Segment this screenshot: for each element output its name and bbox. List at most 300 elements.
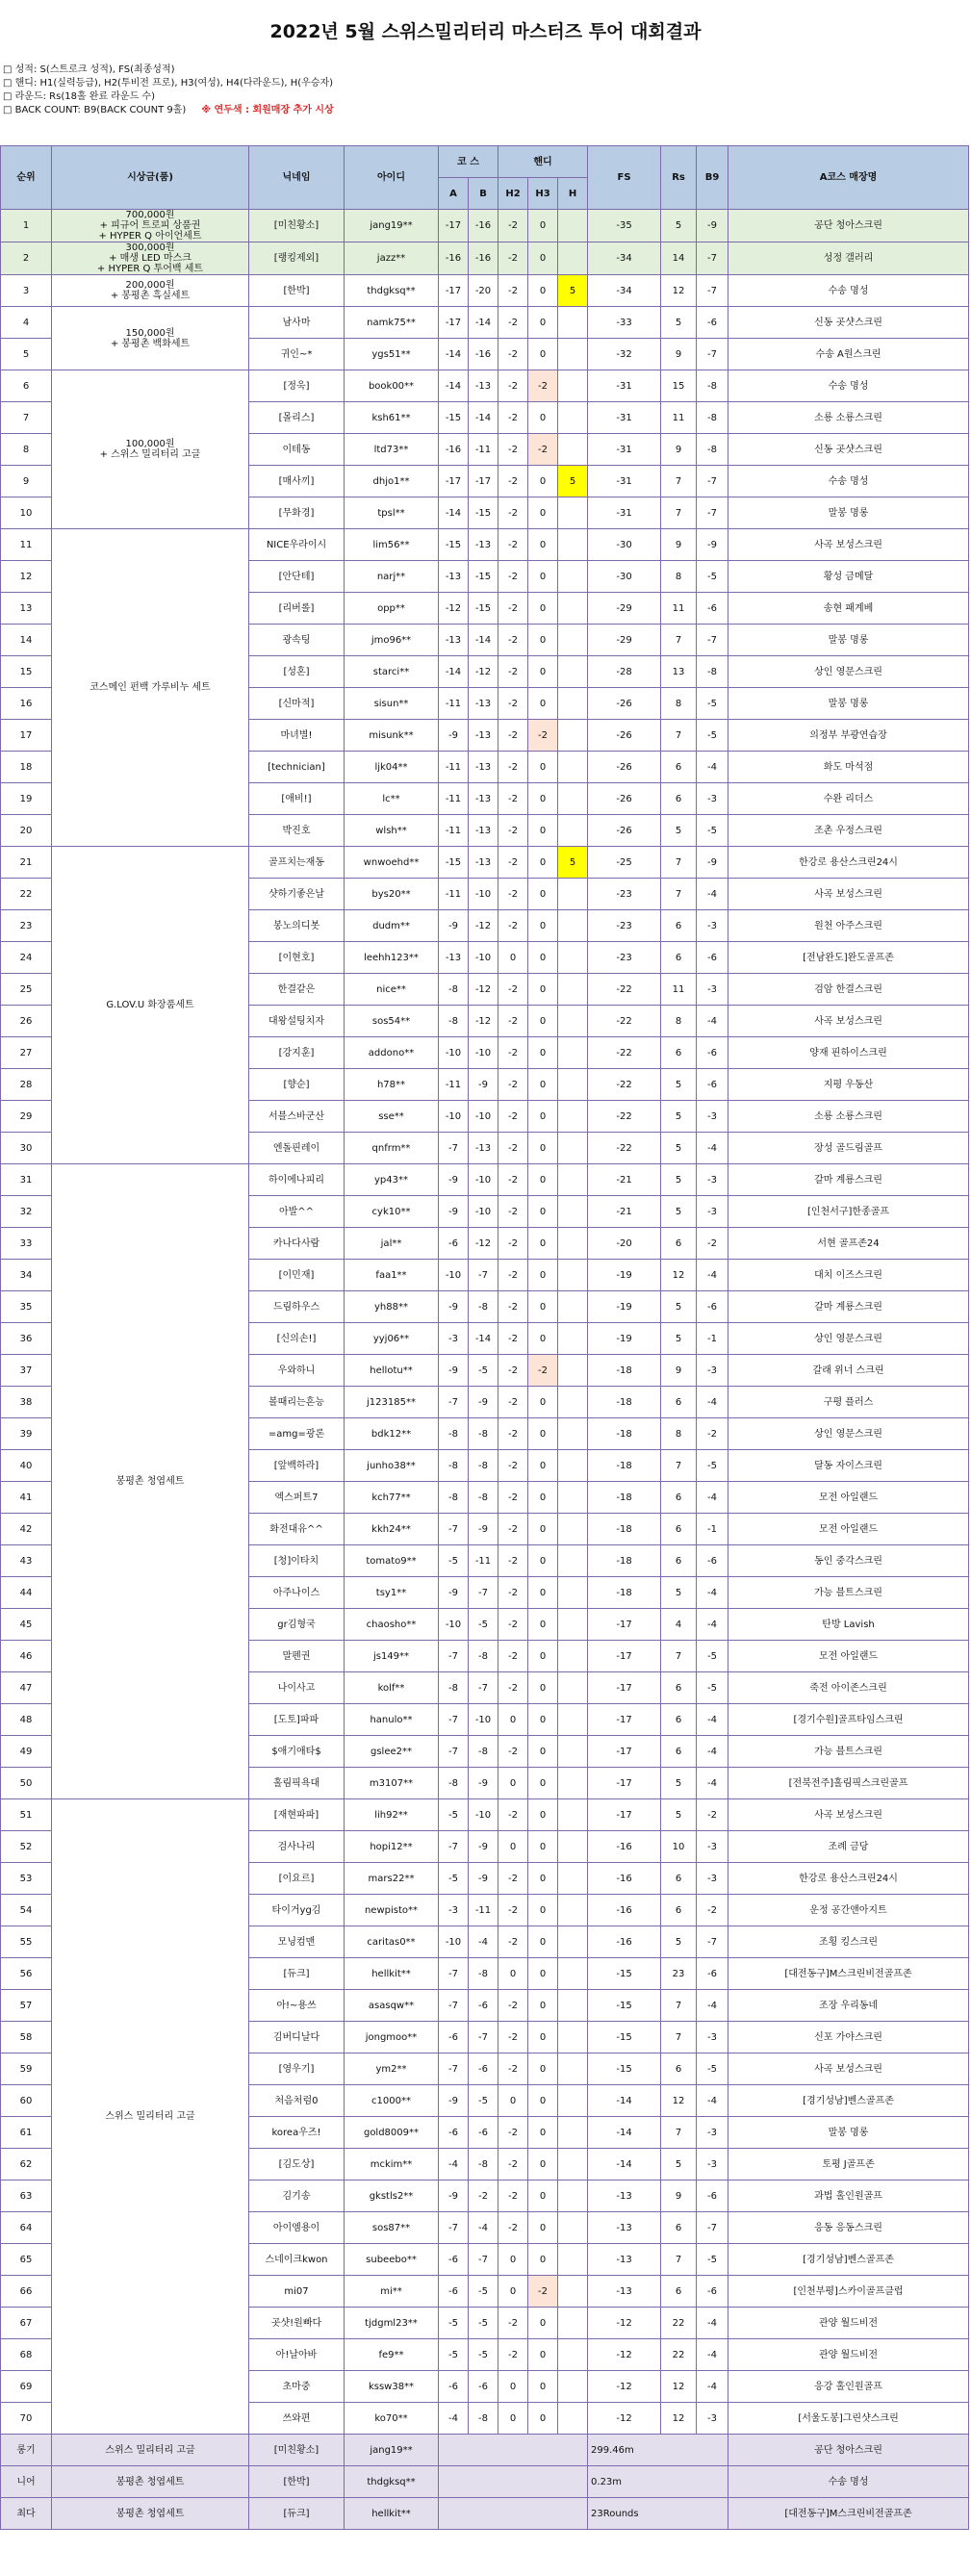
cell-rounds: 22 bbox=[661, 2339, 697, 2371]
cell-score-a: -7 bbox=[439, 1514, 469, 1545]
cell-back-count: -9 bbox=[697, 529, 728, 561]
cell-handi-h2: -2 bbox=[498, 1482, 528, 1514]
cell-store: 수송 A원스크린 bbox=[728, 339, 969, 370]
cell-score-a: -9 bbox=[439, 1577, 469, 1609]
cell-back-count: -4 bbox=[697, 1577, 728, 1609]
cell-rounds: 6 bbox=[661, 1545, 697, 1577]
cell-handi-h bbox=[558, 2212, 588, 2244]
cell-score-a: -7 bbox=[439, 1641, 469, 1672]
cell-handi-h3: 0 bbox=[528, 402, 558, 434]
cell-handi-h bbox=[558, 1609, 588, 1641]
cell-back-count: -4 bbox=[697, 2371, 728, 2403]
cell-store: 신동 곳샷스크린 bbox=[728, 434, 969, 466]
cell-final-score: -29 bbox=[588, 593, 661, 625]
cell-nick: 쓰와편 bbox=[249, 2403, 345, 2435]
cell-final-score: -12 bbox=[588, 2339, 661, 2371]
legend-line-round: □ 라운드: Rs(18홀 완료 라운드 수) bbox=[3, 91, 155, 102]
cell-handi-h3: -2 bbox=[528, 434, 558, 466]
cell-score-a: -16 bbox=[439, 242, 469, 275]
cell-store: 가능 블트스크린 bbox=[728, 1577, 969, 1609]
cell-id: lc** bbox=[345, 783, 439, 815]
cell-handi-h2: -2 bbox=[498, 402, 528, 434]
cell-handi-h3: 0 bbox=[528, 2403, 558, 2435]
cell-rounds: 12 bbox=[661, 2371, 697, 2403]
cell-score-a: -10 bbox=[439, 1101, 469, 1133]
cell-handi-h3: 0 bbox=[528, 688, 558, 720]
cell-back-count: -6 bbox=[697, 593, 728, 625]
cell-final-score: -23 bbox=[588, 942, 661, 974]
cell-final-score: -16 bbox=[588, 1895, 661, 1926]
cell-nick: [앞백하라] bbox=[249, 1450, 345, 1482]
cell-handi-h bbox=[558, 1450, 588, 1482]
cell-handi-h2: -2 bbox=[498, 1006, 528, 1037]
cell-rounds: 8 bbox=[661, 688, 697, 720]
cell-nick: 김기송 bbox=[249, 2181, 345, 2212]
cell-nick: [매사끼] bbox=[249, 466, 345, 497]
cell-handi-h2: -2 bbox=[498, 2053, 528, 2085]
cell-store: 응동 응동스크린 bbox=[728, 2212, 969, 2244]
cell-back-count: -3 bbox=[697, 1355, 728, 1387]
cell-store: 소룡 소룡스크린 bbox=[728, 402, 969, 434]
cell-final-score: -33 bbox=[588, 307, 661, 339]
cell-handi-h3: 0 bbox=[528, 752, 558, 783]
cell-handi-h2: -2 bbox=[498, 593, 528, 625]
cell-handi-h bbox=[558, 1101, 588, 1133]
header-h: H bbox=[558, 178, 588, 210]
cell-final-score: -17 bbox=[588, 1768, 661, 1799]
cell-handi-h2: -2 bbox=[498, 466, 528, 497]
award-nick: [미친황소] bbox=[249, 2435, 345, 2466]
cell-rank: 12 bbox=[1, 561, 52, 593]
cell-id: hanulo** bbox=[345, 1704, 439, 1736]
cell-back-count: -4 bbox=[697, 1260, 728, 1291]
cell-score-b: -5 bbox=[469, 1355, 498, 1387]
cell-back-count: -7 bbox=[697, 497, 728, 529]
cell-rank: 30 bbox=[1, 1133, 52, 1164]
cell-handi-h3: 0 bbox=[528, 497, 558, 529]
cell-score-b: -11 bbox=[469, 1895, 498, 1926]
cell-handi-h bbox=[558, 1418, 588, 1450]
cell-handi-h3: 0 bbox=[528, 974, 558, 1006]
cell-final-score: -15 bbox=[588, 2022, 661, 2053]
cell-score-a: -7 bbox=[439, 1990, 469, 2022]
cell-rank: 67 bbox=[1, 2308, 52, 2339]
award-value: 299.46m bbox=[588, 2435, 728, 2466]
cell-final-score: -18 bbox=[588, 1482, 661, 1514]
cell-back-count: -4 bbox=[697, 2339, 728, 2371]
cell-final-score: -17 bbox=[588, 1736, 661, 1768]
cell-handi-h: 5 bbox=[558, 275, 588, 307]
cell-nick: korea우즈! bbox=[249, 2117, 345, 2149]
cell-store: 응강 홀인원골프 bbox=[728, 2371, 969, 2403]
cell-store: [경기성남]벤스골프존 bbox=[728, 2244, 969, 2276]
cell-nick: 마녀별! bbox=[249, 720, 345, 752]
cell-score-a: -5 bbox=[439, 2308, 469, 2339]
cell-handi-h3: 0 bbox=[528, 2117, 558, 2149]
cell-final-score: -21 bbox=[588, 1196, 661, 1228]
table-row bbox=[1, 1799, 969, 1831]
cell-store: [서울도봉]그린샷스크린 bbox=[728, 2403, 969, 2435]
cell-score-a: -10 bbox=[439, 1260, 469, 1291]
cell-back-count: -8 bbox=[697, 402, 728, 434]
cell-handi-h3: 0 bbox=[528, 1990, 558, 2022]
cell-rounds: 5 bbox=[661, 1133, 697, 1164]
cell-handi-h bbox=[558, 1704, 588, 1736]
cell-handi-h3: 0 bbox=[528, 210, 558, 242]
award-store: 수송 명성 bbox=[728, 2466, 969, 2498]
cell-id: ygs51** bbox=[345, 339, 439, 370]
cell-score-b: -8 bbox=[469, 2149, 498, 2181]
cell-store: 말봉 명롱 bbox=[728, 625, 969, 656]
cell-id: dudm** bbox=[345, 910, 439, 942]
cell-rounds: 11 bbox=[661, 974, 697, 1006]
cell-handi-h3: 0 bbox=[528, 2339, 558, 2371]
cell-rounds: 9 bbox=[661, 2181, 697, 2212]
cell-nick: [technician] bbox=[249, 752, 345, 783]
cell-rank: 43 bbox=[1, 1545, 52, 1577]
cell-nick: [청]이타치 bbox=[249, 1545, 345, 1577]
cell-score-a: -5 bbox=[439, 2339, 469, 2371]
cell-handi-h3: 0 bbox=[528, 815, 558, 847]
cell-handi-h3: -2 bbox=[528, 2276, 558, 2308]
table-row bbox=[1, 1164, 969, 1196]
cell-back-count: -3 bbox=[697, 2022, 728, 2053]
cell-handi-h2: -2 bbox=[498, 1672, 528, 1704]
cell-back-count: -2 bbox=[697, 1228, 728, 1260]
cell-back-count: -5 bbox=[697, 688, 728, 720]
cell-handi-h2: -2 bbox=[498, 625, 528, 656]
cell-id: yh88** bbox=[345, 1291, 439, 1323]
cell-prize: 200,000원 + 봉평촌 흑실세트 bbox=[52, 275, 249, 307]
cell-score-b: -10 bbox=[469, 879, 498, 910]
cell-final-score: -14 bbox=[588, 2117, 661, 2149]
cell-score-b: -16 bbox=[469, 339, 498, 370]
cell-score-a: -13 bbox=[439, 942, 469, 974]
cell-rounds: 6 bbox=[661, 2053, 697, 2085]
cell-rank: 68 bbox=[1, 2339, 52, 2371]
cell-nick: 아주나이스 bbox=[249, 1577, 345, 1609]
cell-handi-h3: 0 bbox=[528, 1768, 558, 1799]
cell-handi-h bbox=[558, 1196, 588, 1228]
cell-score-a: -5 bbox=[439, 1799, 469, 1831]
header-rs: Rs bbox=[661, 146, 697, 210]
cell-nick: [리버롤] bbox=[249, 593, 345, 625]
cell-handi-h3: 0 bbox=[528, 1736, 558, 1768]
cell-final-score: -20 bbox=[588, 1228, 661, 1260]
cell-id: ksh61** bbox=[345, 402, 439, 434]
header-rank: 순위 bbox=[1, 146, 52, 210]
cell-rank: 66 bbox=[1, 2276, 52, 2308]
cell-id: tsy1** bbox=[345, 1577, 439, 1609]
header-nick: 닉네임 bbox=[249, 146, 345, 210]
cell-handi-h2: -2 bbox=[498, 688, 528, 720]
cell-final-score: -23 bbox=[588, 879, 661, 910]
cell-handi-h bbox=[558, 1133, 588, 1164]
cell-rank: 7 bbox=[1, 402, 52, 434]
cell-nick: 골프치는재동 bbox=[249, 847, 345, 879]
cell-store: 상인 영문스크린 bbox=[728, 1418, 969, 1450]
cell-handi-h3: -2 bbox=[528, 720, 558, 752]
cell-handi-h2: -2 bbox=[498, 242, 528, 275]
cell-rank: 45 bbox=[1, 1609, 52, 1641]
cell-id: mckim** bbox=[345, 2149, 439, 2181]
cell-back-count: -7 bbox=[697, 275, 728, 307]
cell-score-b: -15 bbox=[469, 593, 498, 625]
cell-handi-h bbox=[558, 2149, 588, 2181]
cell-id: lih92** bbox=[345, 1799, 439, 1831]
cell-back-count: -6 bbox=[697, 1069, 728, 1101]
table-row bbox=[1, 307, 969, 339]
cell-nick: 엑스퍼트7 bbox=[249, 1482, 345, 1514]
cell-score-b: -13 bbox=[469, 370, 498, 402]
cell-id: bys20** bbox=[345, 879, 439, 910]
table-row bbox=[1, 529, 969, 561]
cell-handi-h3: 0 bbox=[528, 1704, 558, 1736]
cell-rounds: 5 bbox=[661, 1323, 697, 1355]
cell-handi-h bbox=[558, 752, 588, 783]
cell-final-score: -13 bbox=[588, 2244, 661, 2276]
cell-store: 죽전 아이존스크린 bbox=[728, 1672, 969, 1704]
cell-rank: 54 bbox=[1, 1895, 52, 1926]
cell-score-b: -5 bbox=[469, 1609, 498, 1641]
cell-back-count: -3 bbox=[697, 1196, 728, 1228]
cell-handi-h3: 0 bbox=[528, 1958, 558, 1990]
cell-back-count: -5 bbox=[697, 2244, 728, 2276]
cell-handi-h2: -2 bbox=[498, 1101, 528, 1133]
cell-final-score: -16 bbox=[588, 1863, 661, 1895]
cell-final-score: -31 bbox=[588, 370, 661, 402]
cell-score-a: -5 bbox=[439, 1545, 469, 1577]
cell-score-b: -10 bbox=[469, 1101, 498, 1133]
cell-score-b: -10 bbox=[469, 1164, 498, 1196]
cell-store: 공단 청아스크린 bbox=[728, 210, 969, 242]
cell-rounds: 6 bbox=[661, 1672, 697, 1704]
cell-score-a: -14 bbox=[439, 656, 469, 688]
cell-rounds: 5 bbox=[661, 1196, 697, 1228]
cell-handi-h bbox=[558, 1514, 588, 1545]
cell-rounds: 11 bbox=[661, 402, 697, 434]
cell-handi-h2: 0 bbox=[498, 2403, 528, 2435]
cell-nick: [신마적] bbox=[249, 688, 345, 720]
cell-score-b: -8 bbox=[469, 1450, 498, 1482]
cell-store: 모전 아일랜드 bbox=[728, 1514, 969, 1545]
cell-store: 상인 영문스크린 bbox=[728, 1323, 969, 1355]
cell-score-b: -14 bbox=[469, 307, 498, 339]
award-id: hellkit** bbox=[345, 2498, 439, 2530]
cell-rank: 21 bbox=[1, 847, 52, 879]
cell-store: 모전 아일랜드 bbox=[728, 1641, 969, 1672]
cell-back-count: -8 bbox=[697, 656, 728, 688]
cell-final-score: -21 bbox=[588, 1164, 661, 1196]
cell-rounds: 7 bbox=[661, 847, 697, 879]
cell-final-score: -18 bbox=[588, 1514, 661, 1545]
cell-id: lim56** bbox=[345, 529, 439, 561]
cell-handi-h2: -2 bbox=[498, 1260, 528, 1291]
cell-id: jal** bbox=[345, 1228, 439, 1260]
cell-nick: [이요르] bbox=[249, 1863, 345, 1895]
cell-back-count: -5 bbox=[697, 1641, 728, 1672]
cell-handi-h bbox=[558, 656, 588, 688]
cell-score-a: -6 bbox=[439, 2371, 469, 2403]
cell-score-b: -4 bbox=[469, 1926, 498, 1958]
cell-final-score: -13 bbox=[588, 2212, 661, 2244]
cell-handi-h3: 0 bbox=[528, 1545, 558, 1577]
cell-nick: [안단테] bbox=[249, 561, 345, 593]
cell-id: newpisto** bbox=[345, 1895, 439, 1926]
page-title: 2022년 5월 스위스밀리터리 마스터즈 투어 대회결과 bbox=[269, 21, 702, 42]
cell-nick: NICE우라이시 bbox=[249, 529, 345, 561]
cell-store: 토평 J골프존 bbox=[728, 2149, 969, 2181]
cell-final-score: -15 bbox=[588, 2053, 661, 2085]
cell-nick: 아!날아바 bbox=[249, 2339, 345, 2371]
cell-back-count: -3 bbox=[697, 2117, 728, 2149]
legend-backcount-text: □ BACK COUNT: B9(BACK COUNT 9홀) bbox=[3, 105, 187, 115]
cell-rank: 37 bbox=[1, 1355, 52, 1387]
cell-prize: 300,000원 + 매생 LED 마스크 + HYPER Q 투어백 세트 bbox=[52, 242, 249, 275]
cell-score-b: -5 bbox=[469, 2308, 498, 2339]
cell-final-score: -22 bbox=[588, 1069, 661, 1101]
cell-rank: 25 bbox=[1, 974, 52, 1006]
cell-final-score: -26 bbox=[588, 752, 661, 783]
cell-rank: 55 bbox=[1, 1926, 52, 1958]
cell-final-score: -17 bbox=[588, 1704, 661, 1736]
cell-rounds: 7 bbox=[661, 720, 697, 752]
cell-score-b: -4 bbox=[469, 2212, 498, 2244]
cell-id: wlsh** bbox=[345, 815, 439, 847]
cell-handi-h3: 0 bbox=[528, 242, 558, 275]
cell-store: 장성 골드림골프 bbox=[728, 1133, 969, 1164]
cell-final-score: -18 bbox=[588, 1545, 661, 1577]
cell-score-a: -7 bbox=[439, 2212, 469, 2244]
cell-score-b: -6 bbox=[469, 1990, 498, 2022]
cell-score-a: -11 bbox=[439, 1069, 469, 1101]
cell-back-count: -4 bbox=[697, 1736, 728, 1768]
cell-handi-h bbox=[558, 1895, 588, 1926]
cell-score-b: -12 bbox=[469, 974, 498, 1006]
cell-handi-h bbox=[558, 242, 588, 275]
cell-store: 한강로 용산스크린24시 bbox=[728, 1863, 969, 1895]
cell-back-count: -3 bbox=[697, 2403, 728, 2435]
cell-score-a: -7 bbox=[439, 2053, 469, 2085]
cell-score-b: -5 bbox=[469, 2339, 498, 2371]
cell-rounds: 6 bbox=[661, 1514, 697, 1545]
cell-handi-h3: 0 bbox=[528, 1609, 558, 1641]
cell-handi-h3: 0 bbox=[528, 2371, 558, 2403]
cell-rank: 28 bbox=[1, 1069, 52, 1101]
cell-handi-h2: -2 bbox=[498, 2022, 528, 2053]
cell-id: bdk12** bbox=[345, 1418, 439, 1450]
cell-handi-h bbox=[558, 1672, 588, 1704]
cell-handi-h bbox=[558, 1958, 588, 1990]
cell-nick: [애비!] bbox=[249, 783, 345, 815]
cell-final-score: -18 bbox=[588, 1387, 661, 1418]
cell-handi-h bbox=[558, 2403, 588, 2435]
cell-back-count: -5 bbox=[697, 1450, 728, 1482]
cell-rank: 44 bbox=[1, 1577, 52, 1609]
cell-rounds: 5 bbox=[661, 307, 697, 339]
header-b9: B9 bbox=[697, 146, 728, 210]
cell-id: j123185** bbox=[345, 1387, 439, 1418]
cell-handi-h3: 0 bbox=[528, 1006, 558, 1037]
cell-store: 갈마 계룡스크린 bbox=[728, 1164, 969, 1196]
cell-handi-h bbox=[558, 1037, 588, 1069]
cell-store: 송현 패계베 bbox=[728, 593, 969, 625]
cell-prize: 봉평촌 청엽세트 bbox=[52, 1164, 249, 1799]
cell-rounds: 5 bbox=[661, 1164, 697, 1196]
cell-id: sisun** bbox=[345, 688, 439, 720]
cell-rounds: 8 bbox=[661, 1006, 697, 1037]
cell-handi-h3: 0 bbox=[528, 529, 558, 561]
cell-score-a: -7 bbox=[439, 1958, 469, 1990]
cell-rank: 10 bbox=[1, 497, 52, 529]
cell-id: addono** bbox=[345, 1037, 439, 1069]
cell-handi-h bbox=[558, 1164, 588, 1196]
cell-prize: 150,000원 + 봉평촌 백화세트 bbox=[52, 307, 249, 370]
cell-id: ljk04** bbox=[345, 752, 439, 783]
cell-back-count: -6 bbox=[697, 2181, 728, 2212]
cell-store: 조례 금당 bbox=[728, 1831, 969, 1863]
cell-rank: 60 bbox=[1, 2085, 52, 2117]
cell-rank: 49 bbox=[1, 1736, 52, 1768]
cell-id: jongmoo** bbox=[345, 2022, 439, 2053]
cell-rounds: 12 bbox=[661, 2085, 697, 2117]
cell-rounds: 6 bbox=[661, 752, 697, 783]
cell-rank: 57 bbox=[1, 1990, 52, 2022]
cell-id: yyj06** bbox=[345, 1323, 439, 1355]
cell-back-count: -1 bbox=[697, 1514, 728, 1545]
cell-back-count: -4 bbox=[697, 1768, 728, 1799]
cell-id: junho38** bbox=[345, 1450, 439, 1482]
cell-rank: 1 bbox=[1, 210, 52, 242]
table-row bbox=[1, 210, 969, 242]
cell-store: 달동 자이스크린 bbox=[728, 1450, 969, 1482]
cell-rounds: 5 bbox=[661, 1577, 697, 1609]
cell-rank: 35 bbox=[1, 1291, 52, 1323]
cell-score-a: -10 bbox=[439, 1037, 469, 1069]
cell-back-count: -3 bbox=[697, 1831, 728, 1863]
cell-id: asasqw** bbox=[345, 1990, 439, 2022]
cell-score-a: -15 bbox=[439, 402, 469, 434]
cell-rounds: 7 bbox=[661, 1990, 697, 2022]
cell-nick: 아!~용쓰 bbox=[249, 1990, 345, 2022]
cell-score-b: -14 bbox=[469, 625, 498, 656]
cell-handi-h3: 0 bbox=[528, 1164, 558, 1196]
cell-score-a: -9 bbox=[439, 1291, 469, 1323]
cell-handi-h bbox=[558, 593, 588, 625]
cell-score-b: -16 bbox=[469, 210, 498, 242]
cell-score-b: -5 bbox=[469, 2276, 498, 2308]
cell-final-score: -31 bbox=[588, 497, 661, 529]
cell-final-score: -19 bbox=[588, 1291, 661, 1323]
cell-rank: 9 bbox=[1, 466, 52, 497]
cell-final-score: -31 bbox=[588, 402, 661, 434]
cell-id: h78** bbox=[345, 1069, 439, 1101]
cell-handi-h2: -2 bbox=[498, 339, 528, 370]
cell-handi-h3: 0 bbox=[528, 1069, 558, 1101]
cell-handi-h bbox=[558, 1387, 588, 1418]
cell-handi-h3: 0 bbox=[528, 1863, 558, 1895]
cell-final-score: -34 bbox=[588, 242, 661, 275]
cell-handi-h3: 0 bbox=[528, 561, 558, 593]
cell-rounds: 6 bbox=[661, 1482, 697, 1514]
cell-store: [전북전주]홀림픽스크린골프 bbox=[728, 1768, 969, 1799]
cell-final-score: -30 bbox=[588, 561, 661, 593]
cell-rank: 38 bbox=[1, 1387, 52, 1418]
cell-final-score: -26 bbox=[588, 783, 661, 815]
cell-nick: 볼때리는흔능 bbox=[249, 1387, 345, 1418]
cell-rank: 15 bbox=[1, 656, 52, 688]
cell-final-score: -14 bbox=[588, 2149, 661, 2181]
